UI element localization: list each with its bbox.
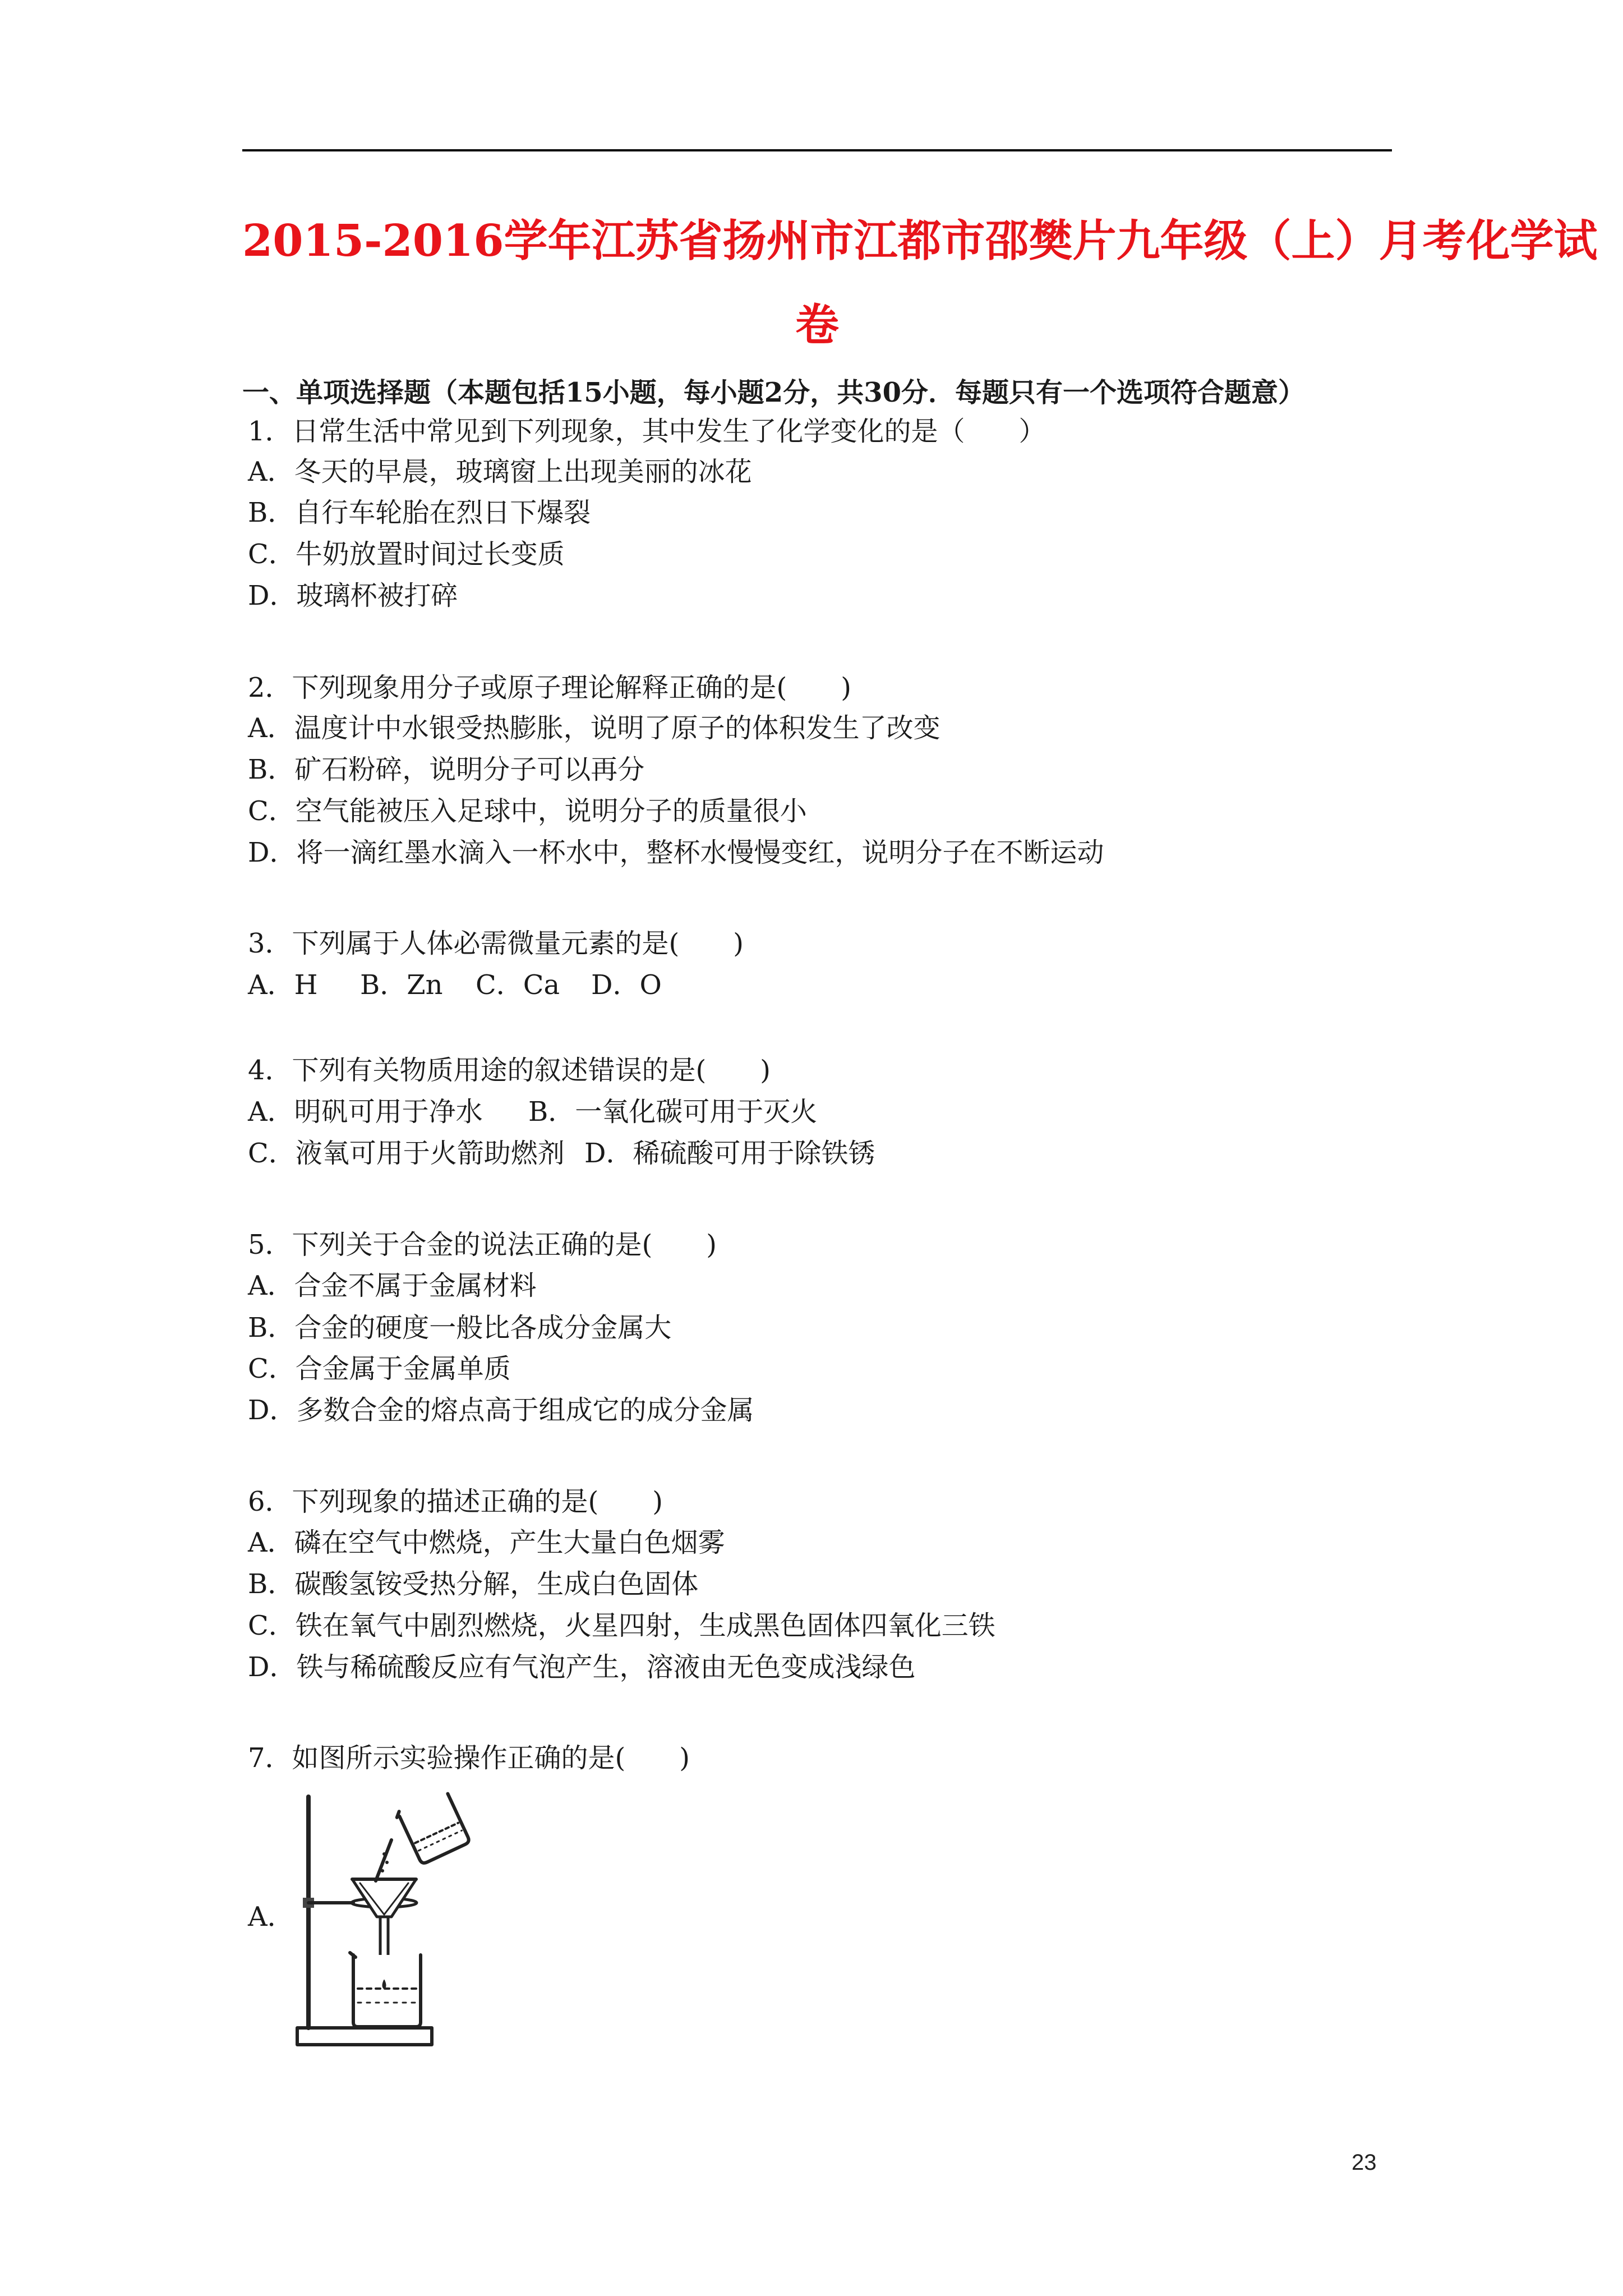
question-1-option-a: A．冬天的早晨，玻璃窗上出现美丽的冰花 bbox=[248, 456, 752, 487]
question-2-option-b: B．矿石粉碎，说明分子可以再分 bbox=[248, 754, 645, 785]
question-2-stem: 2．下列现象用分子或原子理论解释正确的是( ) bbox=[248, 672, 851, 703]
question-4-option-d: D．稀硫酸可用于除铁锈 bbox=[584, 1138, 875, 1169]
page-number: 23 bbox=[1352, 2150, 1377, 2175]
question-2-option-a: A．温度计中水银受热膨胀，说明了原子的体积发生了改变 bbox=[248, 712, 940, 744]
question-1-option-b: B．自行车轮胎在烈日下爆裂 bbox=[248, 497, 591, 528]
question-4-row-2 bbox=[248, 1135, 875, 1171]
question-4-option-b: B．一氧化碳可用于灭火 bbox=[528, 1096, 818, 1128]
question-4-row-1 bbox=[248, 1094, 817, 1130]
question-7-stem: 7．如图所示实验操作正确的是( ) bbox=[248, 1742, 690, 1774]
question-3-option-d: D．O bbox=[591, 969, 662, 1001]
question-3-options bbox=[248, 967, 662, 1003]
question-4-option-c: C．液氧可用于火箭助燃剂 bbox=[248, 1138, 565, 1169]
question-4-stem: 4．下列有关物质用途的叙述错误的是( ) bbox=[248, 1055, 771, 1086]
question-6-option-d: D．铁与稀硫酸反应有气泡产生，溶液由无色变成浅绿色 bbox=[248, 1651, 916, 1683]
question-5-stem: 5．下列关于合金的说法正确的是( ) bbox=[248, 1229, 717, 1260]
question-1-option-d: D．玻璃杯被打碎 bbox=[248, 580, 458, 611]
filtration-apparatus-icon bbox=[286, 1787, 510, 2050]
question-2-option-d: D．将一滴红墨水滴入一杯水中，整杯水慢慢变红，说明分子在不断运动 bbox=[248, 837, 1104, 868]
section-heading: 一、单项选择题（本题包括15小题，每小题2分，共30分．每题只有一个选项符合题意） bbox=[242, 377, 1305, 408]
question-2-option-c: C．空气能被压入足球中，说明分子的质量很小 bbox=[248, 795, 807, 827]
question-3-option-a: A．H bbox=[248, 969, 318, 1001]
question-7-option-a-label: A． bbox=[248, 1901, 294, 1932]
question-6-option-b: B．碳酸氢铵受热分解，生成白色固体 bbox=[248, 1568, 699, 1600]
question-6-option-a: A．磷在空气中燃烧，产生大量白色烟雾 bbox=[248, 1527, 725, 1558]
question-1-option-c: C．牛奶放置时间过长变质 bbox=[248, 539, 565, 570]
question-5-option-c: C．合金属于金属单质 bbox=[248, 1353, 511, 1384]
question-3-stem: 3．下列属于人体必需微量元素的是( ) bbox=[248, 928, 744, 959]
header-rule bbox=[242, 149, 1392, 151]
question-1-stem: 1．日常生活中常见到下列现象，其中发生了化学变化的是（ ） bbox=[248, 416, 1046, 447]
question-4-option-a: A．明矾可用于净水 bbox=[248, 1096, 483, 1128]
document-title: 2015-2016学年江苏省扬州市江都市邵樊片九年级（上）月考化学试 bbox=[242, 215, 1598, 266]
question-5-option-d: D．多数合金的熔点高于组成它的成分金属 bbox=[248, 1395, 754, 1426]
question-5-option-a: A．合金不属于金属材料 bbox=[248, 1270, 537, 1301]
document-title-continued: 卷 bbox=[795, 300, 839, 351]
question-6-option-c: C．铁在氧气中剧烈燃烧，火星四射，生成黑色固体四氧化三铁 bbox=[248, 1610, 995, 1641]
question-3-option-c: C．Ca bbox=[476, 969, 560, 1001]
question-6-stem: 6．下列现象的描述正确的是( ) bbox=[248, 1486, 663, 1517]
question-5-option-b: B．合金的硬度一般比各成分金属大 bbox=[248, 1312, 672, 1343]
question-3-option-b: B．Zn bbox=[360, 969, 443, 1001]
